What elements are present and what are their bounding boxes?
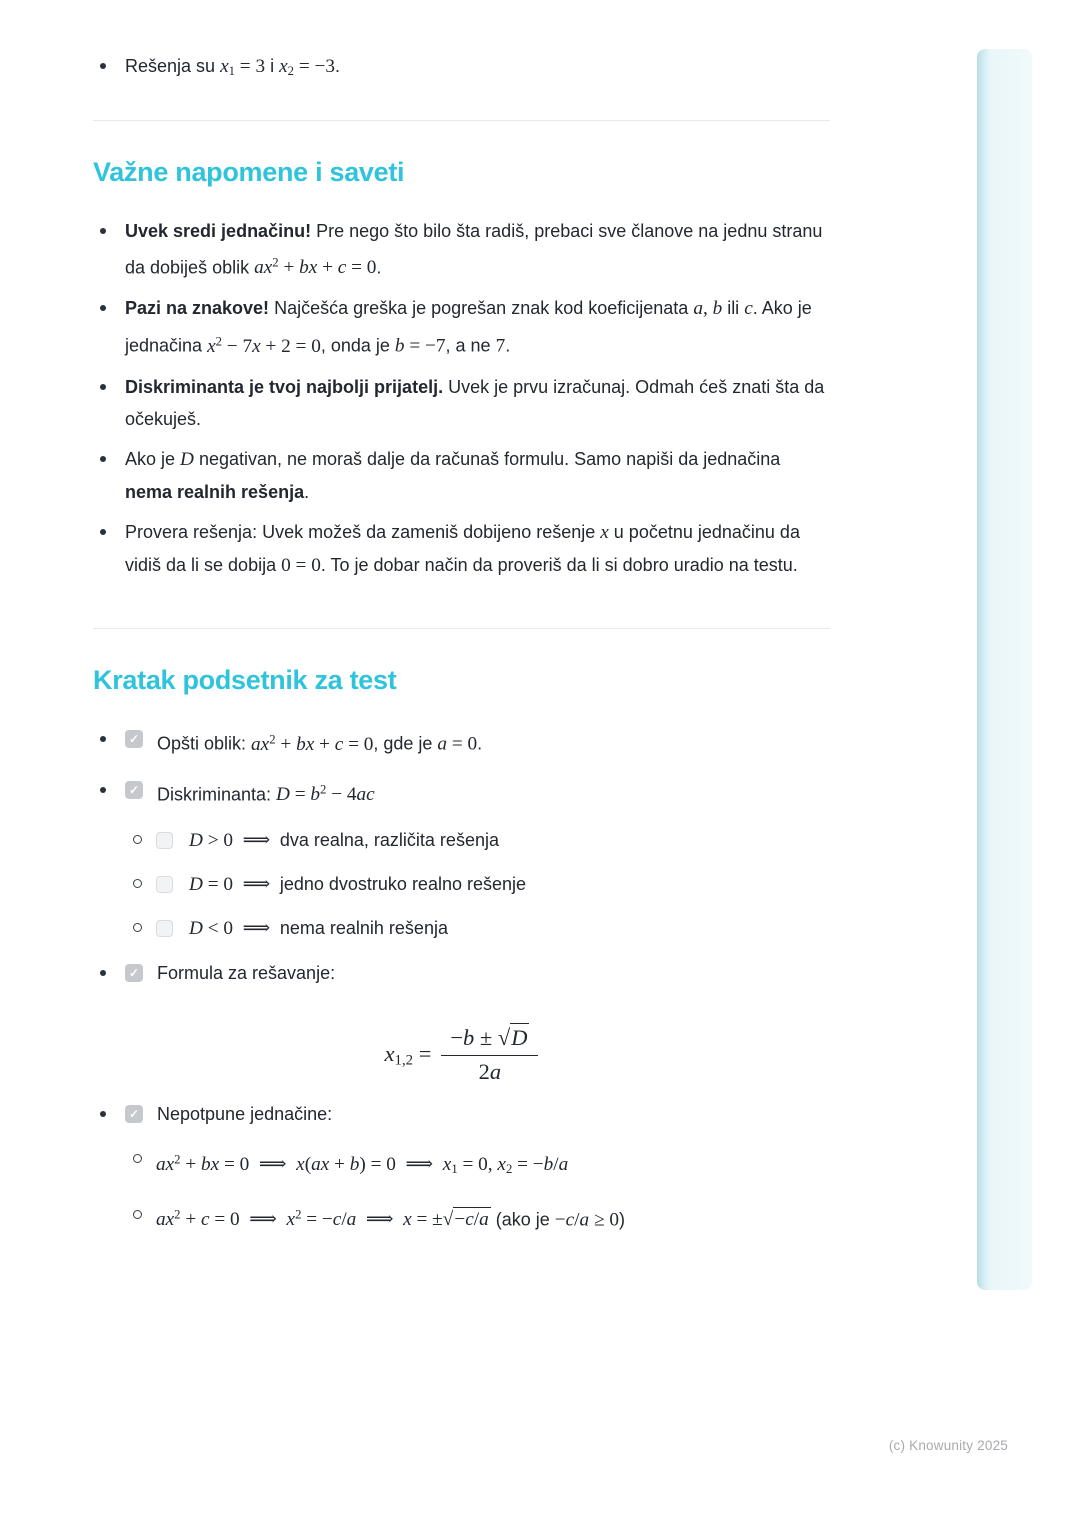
bullet-dot-icon [100,63,106,69]
text-run: Ako je [125,449,181,469]
math-run: x [600,522,609,543]
top-bullet-list [93,50,830,87]
item-text [125,215,830,285]
math-run: a, b [693,298,723,320]
text-run: i [265,56,280,76]
circle-bullet-icon [133,1210,142,1219]
fraction-denominator: 2a [478,1059,502,1085]
checklist-item [93,957,830,989]
math-run: $ax^2$ + bx + c = 0 [254,255,377,279]
bullet-dot-icon [100,970,106,976]
divider [93,120,830,121]
superscript: 2 [174,1207,181,1222]
bullet-item [93,516,830,582]
text-run: . Ako je jednačina [125,298,812,356]
subscript: 1 [451,1161,458,1176]
bold-text-run: Diskriminanta je tvoj najbolji prijatelj. [125,377,444,397]
item-text [157,957,830,989]
subscript: 2 [287,63,294,78]
sub-item [93,868,830,901]
text-run: ) [618,1209,625,1230]
item-text [156,1199,830,1237]
text-run: . [334,56,340,76]
math-run: $x_2 = -3$ [279,56,335,78]
bold-text-run: nema realnih rešenja [125,482,305,502]
test-checklist [93,723,830,1236]
text-run: . [376,257,382,278]
text-run: jedno dvostruko realno rešenje [279,874,527,895]
checked-checkbox-icon[interactable]: ✓ [125,781,143,799]
text-run: Provera rešenja: Uvek možeš da zameniš dobijeno rešenje [125,522,601,542]
math-run: D > 0 ⟹ [189,830,280,852]
circle-bullet-icon [133,1154,142,1163]
bold-text-run: Pazi na znakove! [125,298,270,319]
radical-sign: √ [497,1025,511,1051]
checklist-item [93,1098,830,1130]
text-run: Opšti oblik: [157,733,252,754]
text-run: ili [722,298,745,319]
bullet-item [93,215,830,285]
sub-item [93,1143,830,1184]
bullet-dot-icon [100,787,106,793]
fraction [441,1025,538,1085]
text-run: (ako je [490,1209,555,1230]
superscript: 2 [295,1207,302,1222]
math-run: $x^2 - 7x + 2 = 0$ [207,334,321,357]
sub-item [93,912,830,945]
radical-sign: √ [442,1209,454,1231]
quadratic-formula [93,1025,830,1085]
unchecked-checkbox[interactable] [156,876,173,893]
math-run: $x_1 = 3$ [220,56,266,78]
fraction-numerator: −b ± √D [441,1025,538,1056]
bullet-item [93,50,830,87]
math-run: b = −7 [394,336,446,357]
bullet-dot-icon [100,305,106,311]
section-title-kratak-podsetnik: Kratak podsetnik za test [93,665,397,695]
math-run: c [744,298,753,320]
text-run: Nepotpune jednačine: [157,1104,333,1125]
math-run: D = 0 ⟹ [189,874,280,896]
divider [93,628,830,629]
copyright-notice: (c) Knowunity 2025 [888,1438,1008,1453]
math-run: −c/a ≥ 0 [554,1209,619,1231]
bullet-item [93,371,830,435]
superscript: 2 [320,782,327,797]
text-run: . [505,336,511,356]
sub-list [93,824,830,945]
text-run: dva realna, različita rešenja [279,830,499,851]
item-text [125,292,830,363]
tips-bullet-list [93,215,830,582]
item-text [125,443,830,508]
math-run: D < 0 ⟹ [189,918,280,940]
subscript: 1,2 [394,1052,414,1069]
text-run: . [477,733,483,754]
bullet-item [93,443,830,508]
text-run: u početnu jednačinu da vidiš da li se dobija [125,522,800,575]
item-text [157,1098,830,1130]
text-run: . [304,482,310,502]
text-run: Rešenja su [125,56,221,76]
math-run: $ax^2$ + bx + c = 0 [251,732,374,755]
bullet-item [93,292,830,363]
bullet-dot-icon [100,736,106,742]
item-text [125,516,830,582]
item-text [189,824,830,857]
checked-checkbox-icon[interactable]: ✓ [125,1105,143,1123]
item-text [157,723,830,761]
bullet-dot-icon [100,456,106,462]
math-run: $ax^2 + c = 0$ ⟹ $x^2 = -c/a$ ⟹ x = ±√−c/a [156,1207,489,1231]
item-text [156,1143,830,1184]
next-page-edge-decoration [977,49,1032,1290]
checklist-item [93,774,830,812]
item-text [125,50,830,87]
math-run: 7 [495,336,506,357]
superscript: 2 [215,334,222,349]
circle-bullet-icon [133,879,142,888]
radicand: −c/a [454,1209,489,1231]
page-content [93,0,830,1250]
text-run: negativan, ne moraš dalje da računaš formulu. Samo napiši da jednačina [193,449,781,469]
math-run: 0 = 0 [281,555,321,576]
circle-bullet-icon [133,923,142,932]
text-run: Uvek je prvu izračunaj. Odmah ćeš znati šta da očekuješ. [125,377,825,429]
sub-item [93,1199,830,1237]
item-text [157,774,830,812]
checked-checkbox-icon[interactable]: ✓ [125,964,143,982]
checked-checkbox-icon[interactable]: ✓ [125,730,143,748]
bullet-dot-icon [100,529,106,535]
subscript: 2 [505,1161,513,1176]
text-run: , gde je [373,733,438,754]
text-run: , a ne [445,336,496,356]
math-run: a = 0 [437,733,478,755]
checklist-item [93,723,830,761]
text-run: Pre nego što bilo šta radiš, prebaci sve članove na jednu stranu da dobiješ oblik [125,220,823,278]
sqrt-expression [498,1023,530,1050]
bold-text-run: Uvek sredi jednačinu! [125,220,312,241]
math-run: $D = b^2 - 4ac$ [276,782,375,806]
bullet-dot-icon [100,1111,106,1117]
text-run: , onda je [320,336,395,356]
bullet-dot-icon [100,228,106,234]
unchecked-checkbox[interactable] [156,832,173,849]
radicand: D [511,1025,528,1051]
text-run: Diskriminanta: [157,784,277,805]
sub-item [93,824,830,857]
formula-lhs: $x_{1,2}$ = [384,1041,432,1069]
sqrt-expression [443,1207,491,1230]
math-run: D [180,449,194,470]
text-run: Najčešća greška je pogrešan znak kod koeficijenata [269,298,694,319]
math-run: $ax^2$ + bx = 0 ⟹ x(ax + b) = 0 ⟹ $x_1 = 0$, $x_2 = -b/a$ [156,1152,569,1176]
item-text [189,912,830,945]
item-text [189,868,830,901]
superscript: 2 [272,255,279,270]
sub-list [93,1143,830,1236]
text-run: Formula za rešavanje: [157,963,336,984]
formula-line [93,1025,830,1085]
bullet-dot-icon [100,384,106,390]
text-run: nema realnih rešenja [279,918,448,939]
subscript: 1 [228,63,235,78]
section-title-vazne-napomene: Važne napomene i saveti [93,156,405,187]
unchecked-checkbox[interactable] [156,920,173,937]
circle-bullet-icon [133,835,142,844]
text-run: . To je dobar način da proveriš da li si dobro uradio na testu. [320,555,798,575]
superscript: 2 [174,1152,181,1167]
item-text [125,371,830,435]
superscript: 2 [269,732,276,746]
